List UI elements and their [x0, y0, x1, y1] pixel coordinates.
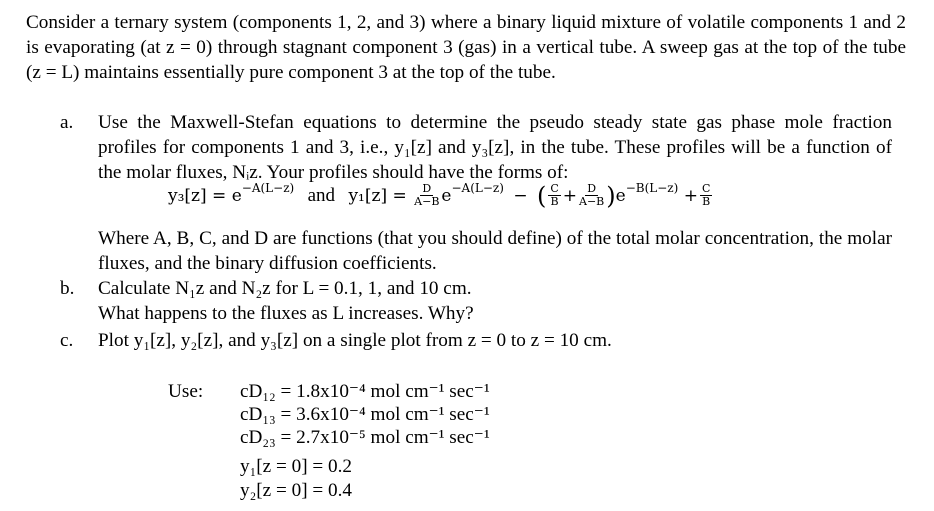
part-a-definition-text: Where A, B, C, and D are functions (that you should define) of the total molar concentration, the molar fluxes, and the binary diffusion coefficients. [98, 228, 892, 274]
given-cd12: cD₁₂ = 1.8x10⁻⁴ mol cm⁻¹ sec⁻¹ [240, 381, 490, 402]
eq-and: and [307, 184, 336, 206]
eq-frac-2: $\frac{C}{B}$ [550, 182, 559, 208]
part-b-text: Calculate N₁z and N₂z for L = 0.1, 1, and 10 cm. [98, 278, 472, 299]
eq-exp2: −A(L−z) [451, 181, 504, 195]
eq-exp3: −B(L−z) [625, 181, 679, 195]
use-label: Use: [168, 381, 204, 402]
part-b-letter: b. [60, 278, 75, 299]
given-y2-0: y₂[z = 0] = 0.4 [240, 480, 352, 501]
part-b-question-text: What happens to the fluxes as L increases. Why? [98, 303, 474, 324]
part-a-letter: a. [60, 112, 74, 133]
eq-y3: y₃[z] = e [168, 185, 242, 206]
given-cd13: cD₁₃ = 3.6x10⁻⁴ mol cm⁻¹ sec⁻¹ [240, 404, 490, 425]
given-y1-0: y₁[z = 0] = 0.2 [240, 456, 352, 477]
part-a-text: Use the Maxwell-Stefan equations to determine the pseudo steady state gas phase mole fraction profiles for components 1 and 3, i.e., y₁[z] and y₃[z], in the tube. These profiles will be a function of the molar fluxes, Nᵢz. Your profiles should have the forms of: [98, 112, 892, 183]
problem-intro: Consider a ternary system (components 1, 2, and 3) where a binary liquid mixture of volatile components 1 and 2 is evaporating (at z = 0) through stagnant component 3 (gas) in a vertical tube. A sweep gas at the top of the tube (z = L) maintains essentially pure component 3 at the top of the tube. [26, 12, 906, 83]
part-c-text: Plot y₁[z], y₂[z], and y₃[z] on a single plot from z = 0 to z = 10 cm. [98, 330, 612, 351]
eq-frac-1: $\frac{D}{A-B}$ [414, 182, 440, 208]
eq-frac-4: $\frac{C}{B}$ [701, 182, 711, 208]
mole-fraction-equation: y₃[z] = e−A(L−z) and y₁[z] = $\frac{D}{A-B}$ e−A(L−z) − ( $\frac{C}{B}$ + $\frac{D}{A-B}$ )e−B(L−z) + $\frac{C}{B}$ [168, 181, 711, 210]
eq-minus: − [513, 185, 528, 206]
given-cd23: cD₂₃ = 2.7x10⁻⁵ mol cm⁻¹ sec⁻¹ [240, 427, 490, 448]
eq-y1: y₁[z] = [348, 185, 407, 206]
part-a [60, 110, 906, 185]
eq-exp1: −A(L−z) [241, 181, 295, 195]
part-c-letter: c. [60, 330, 74, 351]
eq-frac-3: $\frac{D}{A-B}$ [579, 182, 605, 208]
part-a-continued [60, 226, 906, 276]
